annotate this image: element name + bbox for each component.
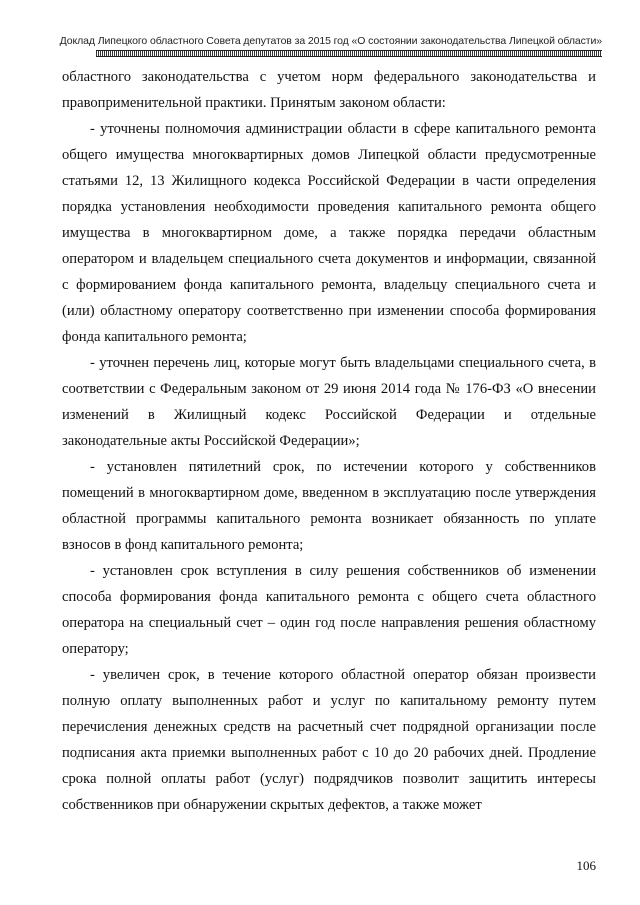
running-header: Доклад Липецкого областного Совета депутатов за 2015 год «О состоянии законодательства Липецкой области» <box>59 35 602 47</box>
header-rule <box>96 50 602 57</box>
page-number: 106 <box>576 858 596 873</box>
paragraph: областного законодательства с учетом норм федерального законодательства и правоприменительной практики. Принятым законом области: <box>62 69 596 111</box>
paragraph: - установлен срок вступления в силу решения собственников об изменении способа формирования фонда капитального ремонта с общего счета областного оператора на специальный счет – один год после направления решения областному оператору; <box>62 563 596 657</box>
paragraph: - установлен пятилетний срок, по истечении которого у собственников помещений в многоквартирном доме, введенном в эксплуатацию после утверждения областной программы капитального ремонта возникает обязанность по уплате взносов в фонд капитального ремонта; <box>62 459 596 553</box>
paragraph: - уточнен перечень лиц, которые могут быть владельцами специального счета, в соответствии с Федеральным законом от 29 июня 2014 года № 176-ФЗ «О внесении изменений в Жилищный кодекс Российской Федерации и отдельные законодательные акты Российской Федерации»; <box>62 355 596 449</box>
paragraph: - уточнены полномочия администрации области в сфере капитального ремонта общего имущества многоквартирных домов Липецкой области предусмотренные статьями 12, 13 Жилищного кодекса Российской Федерации в части определения порядка установления необходимости проведения капитального ремонта общего имущества в многоквартирном доме, а также порядка передачи областным оператором и владельцем специального счета документов и информации, связанной с формированием фонда капитального ремонта, владельцу специального счета и (или) областному оператору соответственно при изменении способа формирования фонда капитального ремонта; <box>62 121 596 345</box>
paragraph: - увеличен срок, в течение которого областной оператор обязан произвести полную оплату выполненных работ и услуг по капитальному ремонту путем перечисления денежных средств на расчетный счет подрядной организации после подписания акта приемки выполненных работ с 10 до 20 рабочих дней. Продление срока полной оплаты работ (услуг) подрядчиков позволит защитить интересы собственников при обнаружении скрытых дефектов, а также может <box>62 667 596 813</box>
body-text <box>62 64 596 818</box>
